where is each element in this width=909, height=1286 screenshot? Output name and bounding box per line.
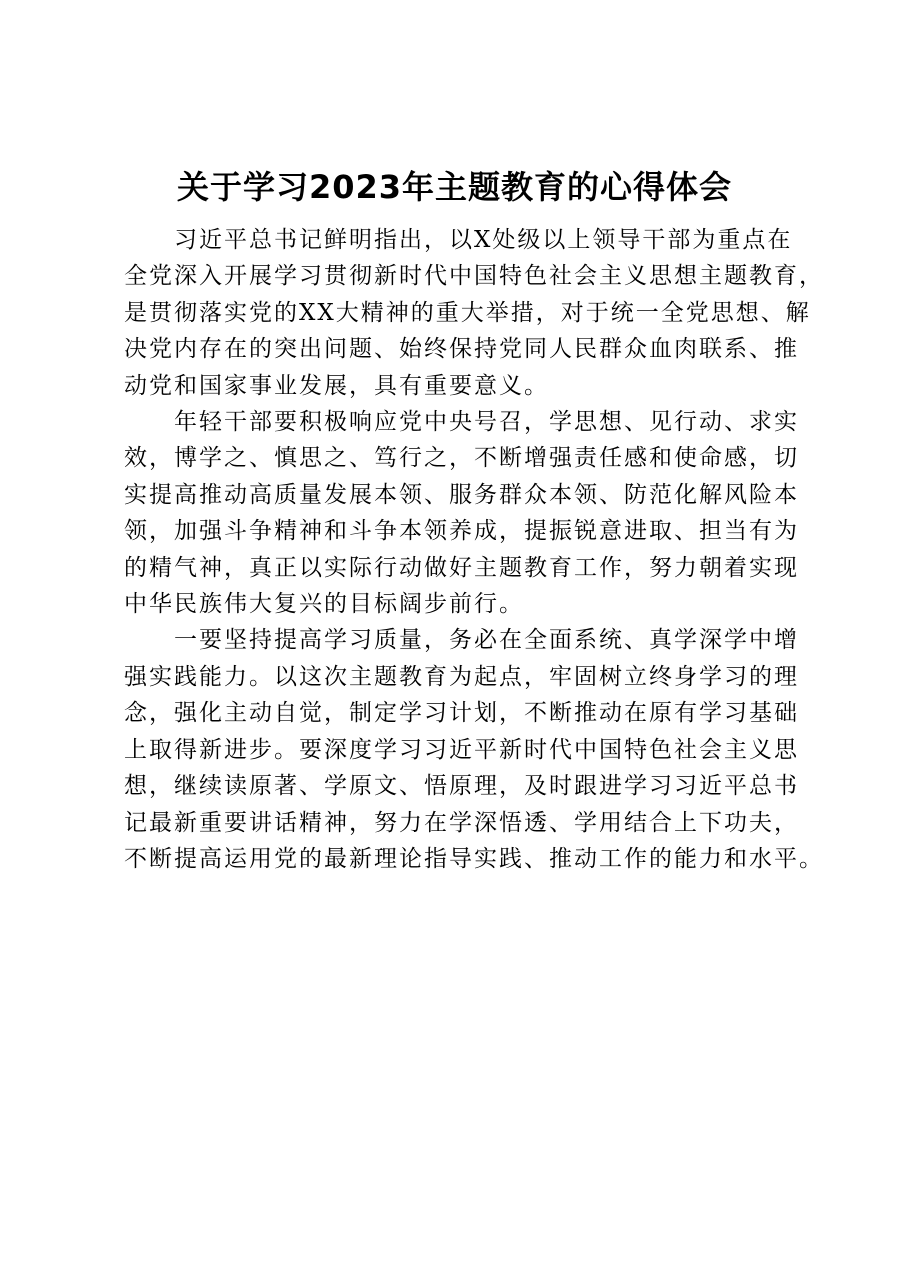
text-line: 是贯彻落实党的XX大精神的重大举措，对于统一全党思想、解 <box>124 299 811 326</box>
text-line: 习近平总书记鲜明指出，以X处级以上领导干部为重点在 <box>124 227 793 253</box>
text-line: 中华民族伟大复兴的目标阔步前行。 <box>124 591 524 618</box>
document-body <box>124 222 824 877</box>
text-line: 的精气神，真正以实际行动做好主题教育工作，努力朝着实现 <box>124 554 799 581</box>
paragraph-2 <box>124 404 804 622</box>
text-line: 强实践能力。以这次主题教育为起点，牢固树立终身学习的理 <box>124 663 799 690</box>
document-title: 关于学习2023年主题教育的心得体会 <box>176 168 733 206</box>
text-line: 上取得新进步。要深度学习习近平新时代中国特色社会主义思 <box>124 736 799 763</box>
text-line: 领，加强斗争精神和斗争本领养成，提振锐意进取、担当有为 <box>124 518 799 545</box>
text-line: 动党和国家事业发展，具有重要意义。 <box>124 372 549 399</box>
paragraph-3 <box>124 622 824 877</box>
text-line: 年轻干部要积极响应党中央号召，学思想、见行动、求实 <box>124 409 799 436</box>
text-line: 记最新重要讲话精神，努力在学深悟透、学用结合上下功夫， <box>124 809 799 836</box>
text-line: 效，博学之、慎思之、笃行之，不断增强责任感和使命感，切 <box>124 445 799 472</box>
text-line: 想，继续读原著、学原文、悟原理，及时跟进学习习近平总书 <box>124 773 799 800</box>
text-line: 实提高推动高质量发展本领、服务群众本领、防范化解风险本 <box>124 481 799 508</box>
text-line: 决党内存在的突出问题、始终保持党同人民群众血肉联系、推 <box>124 336 799 363</box>
text-line: 不断提高运用党的最新理论指导实践、推动工作的能力和水平。 <box>124 845 824 872</box>
paragraph-1 <box>124 222 824 404</box>
text-line: 念，强化主动自觉，制定学习计划，不断推动在原有学习基础 <box>124 700 799 727</box>
text-line: 全党深入开展学习贯彻新时代中国特色社会主义思想主题教育， <box>124 263 824 290</box>
text-line: 一要坚持提高学习质量，务必在全面系统、真学深学中增 <box>124 627 799 654</box>
